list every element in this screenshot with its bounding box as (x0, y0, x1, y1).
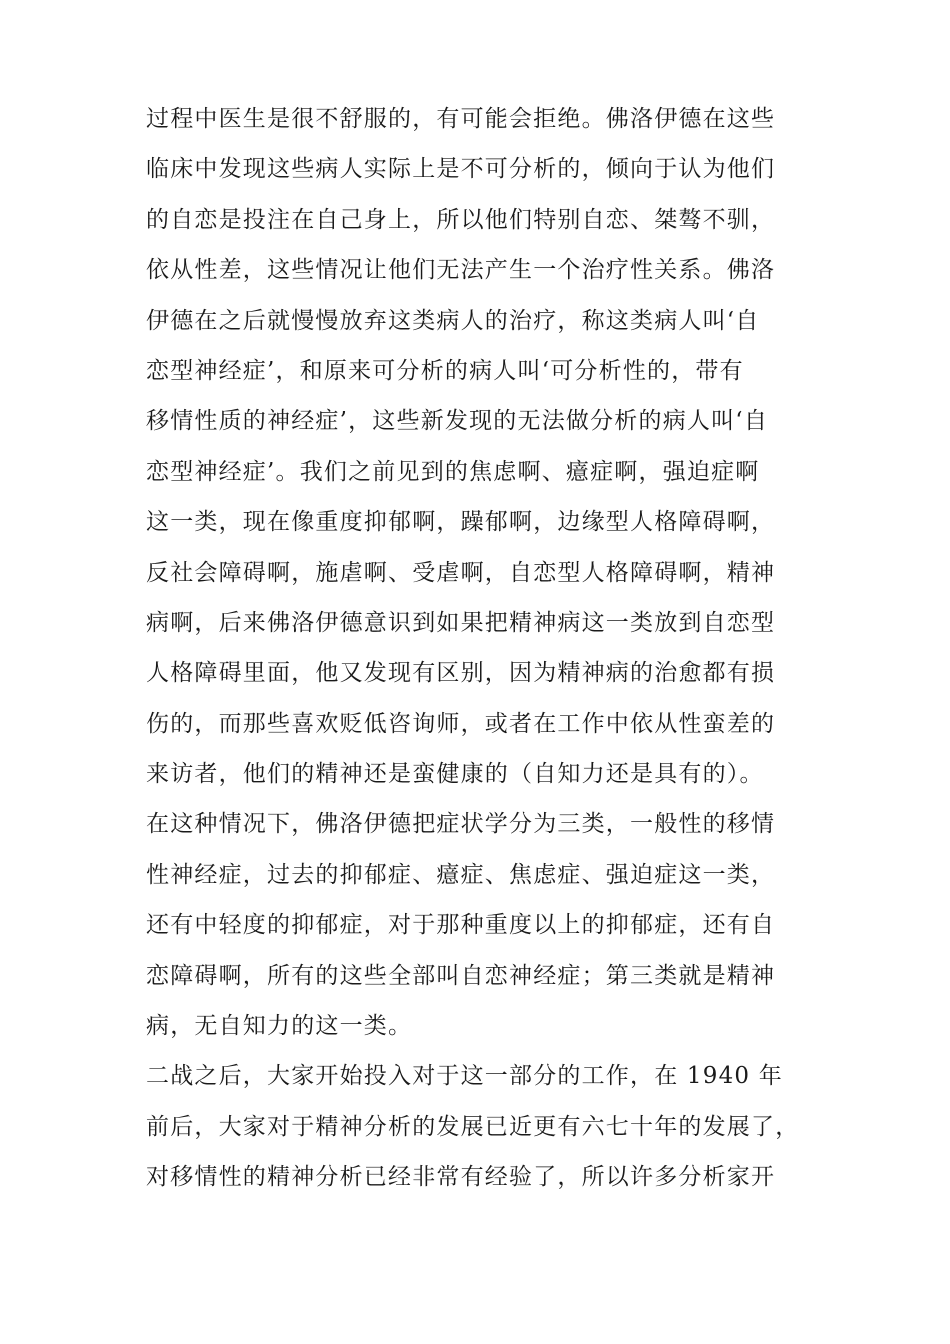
text-line: 人格障碍里面，他又发现有区别，因为精神病的治愈都有损 (146, 660, 776, 687)
text-line: 病啊，后来佛洛伊德意识到如果把精神病这一类放到自恋型 (146, 609, 776, 636)
text-line: 临床中发现这些病人实际上是不可分析的，倾向于认为他们 (146, 156, 776, 183)
text-line: 依从性差，这些情况让他们无法产生一个治疗性关系。佛洛 (146, 257, 776, 284)
text-line: 前后，大家对于精神分析的发展已近更有六七十年的发展了， (146, 1113, 800, 1140)
text-line: 反社会障碍啊，施虐啊、受虐啊，自恋型人格障碍啊，精神 (146, 559, 776, 586)
body-text (146, 94, 826, 1203)
text-line: 在这种情况下，佛洛伊德把症状学分为三类，一般性的移情 (146, 811, 776, 838)
text-line: 伤的，而那些喜欢贬低咨询师，或者在工作中依从性蛮差的 (146, 710, 776, 737)
text-line: 伊德在之后就慢慢放弃这类病人的治疗，称这类病人叫‘自 (146, 307, 760, 334)
text-line: 这一类，现在像重度抑郁啊，躁郁啊，边缘型人格障碍啊， (146, 509, 776, 536)
text-line: 的自恋是投注在自己身上，所以他们特别自恋、桀骜不驯， (146, 206, 776, 233)
text-line: 恋型神经症’。我们之前见到的焦虑啊、癔症啊，强迫症啊 (146, 458, 760, 485)
text-line: 病，无自知力的这一类。 (146, 1013, 413, 1040)
text-line: 对移情性的精神分析已经非常有经验了，所以许多分析家开 (146, 1164, 776, 1191)
text-line: 性神经症，过去的抑郁症、癔症、焦虑症、强迫症这一类， (146, 861, 776, 888)
text-line: 过程中医生是很不舒服的，有可能会拒绝。佛洛伊德在这些 (146, 106, 776, 132)
text-line: 恋型神经症’，和原来可分析的病人叫‘可分析性的，带有 (146, 357, 744, 384)
text-line: 二战之后，大家开始投入对于这一部分的工作，在 1940 年 (146, 1063, 783, 1090)
text-line: 恋障碍啊，所有的这些全部叫自恋神经症；第三类就是精神 (146, 962, 776, 989)
text-line: 移情性质的神经症’，这些新发现的无法做分析的病人叫‘自 (146, 408, 769, 435)
text-line: 还有中轻度的抑郁症，对于那种重度以上的抑郁症，还有自 (146, 912, 776, 939)
text-line: 来访者，他们的精神还是蛮健康的（自知力还是具有的）。 (146, 761, 764, 788)
